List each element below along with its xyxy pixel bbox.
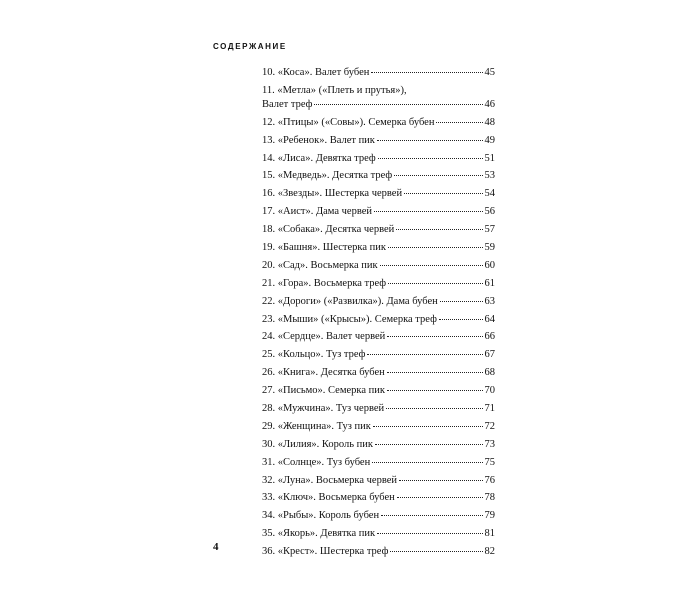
toc-entry-page: 53	[484, 170, 495, 182]
toc-entry-title: 24. «Сердце». Валет червей	[262, 331, 386, 343]
toc-entry	[262, 134, 495, 148]
toc-entry-page: 45	[484, 67, 495, 78]
table-of-contents	[262, 66, 495, 563]
toc-entry	[262, 169, 495, 183]
toc-entry-title: 28. «Мужчина». Туз червей	[262, 403, 385, 415]
dot-leader	[387, 336, 482, 337]
toc-entry	[262, 491, 495, 505]
toc-entry-page: 78	[484, 492, 495, 504]
toc-entry-page: 70	[484, 385, 495, 397]
dot-leader	[387, 390, 483, 391]
toc-entry-title: 32. «Луна». Восьмерка червей	[262, 474, 398, 486]
toc-entry-title: 29. «Женщина». Туз пик	[262, 420, 371, 432]
toc-entry-page: 61	[484, 277, 495, 289]
toc-entry-page: 75	[484, 456, 495, 468]
toc-entry-page: 64	[484, 313, 495, 325]
dot-leader	[388, 283, 482, 284]
dot-leader	[375, 444, 482, 445]
toc-entry-title: 20. «Сад». Восьмерка пик	[262, 259, 378, 271]
toc-entry-title: 17. «Аист». Дама червей	[262, 206, 372, 218]
toc-entry-title: 30. «Лилия». Король пик	[262, 438, 374, 450]
dot-leader	[374, 211, 483, 212]
dot-leader	[314, 104, 482, 105]
toc-entry	[262, 474, 495, 488]
toc-entry-title: 12. «Птицы» («Совы»). Семерка бубен	[262, 116, 435, 128]
toc-entry-page: 54	[484, 188, 495, 200]
toc-entry-page: 49	[484, 134, 495, 146]
toc-entry-title: 13. «Ребенок». Валет пик	[262, 134, 375, 146]
toc-entry	[262, 241, 495, 255]
dot-leader	[397, 497, 483, 498]
toc-entry-page: 48	[484, 116, 495, 128]
toc-entry-page: 51	[484, 152, 495, 164]
toc-entry-page: 73	[484, 438, 495, 450]
dot-leader	[387, 372, 483, 373]
dot-leader	[377, 533, 482, 534]
toc-entry-title: 11. «Метла» («Плеть и прутья»),	[262, 84, 407, 96]
dot-leader	[386, 408, 482, 409]
toc-entry	[262, 277, 495, 291]
toc-entry	[262, 420, 495, 434]
toc-entry	[262, 66, 495, 80]
toc-entry	[262, 295, 495, 309]
toc-entry-page: 66	[484, 331, 495, 343]
dot-leader	[372, 462, 482, 463]
toc-entry	[262, 438, 495, 452]
toc-entry-page: 79	[484, 510, 495, 522]
toc-entry	[262, 259, 495, 273]
dot-leader	[388, 247, 483, 248]
toc-entry-page: 63	[484, 295, 495, 307]
toc-entry-title: 34. «Рыбы». Король бубен	[262, 510, 380, 522]
toc-entry-page: 72	[484, 420, 495, 432]
toc-entry-page: 71	[484, 403, 495, 415]
toc-entry-title: 23. «Мыши» («Крысы»). Семерка треф	[262, 313, 437, 325]
toc-entry-title: 18. «Собака». Десятка червей	[262, 224, 395, 236]
toc-entry-page: 46	[484, 98, 495, 110]
toc-entry	[262, 313, 495, 327]
toc-entry-title: 26. «Книга». Десятка бубен	[262, 367, 385, 379]
dot-leader	[390, 551, 482, 552]
toc-entry-title: 35. «Якорь». Девятка пик	[262, 528, 376, 540]
toc-entry-title: 33. «Ключ». Восьмерка бубен	[262, 492, 395, 504]
dot-leader	[404, 193, 482, 194]
toc-entry	[262, 384, 495, 398]
dot-leader	[371, 72, 482, 73]
toc-entry	[262, 348, 495, 362]
dot-leader	[436, 122, 482, 123]
dot-leader	[373, 426, 483, 427]
dot-leader	[440, 301, 483, 302]
toc-entry-title: 19. «Башня». Шестерка пик	[262, 242, 386, 254]
page-number: 4	[213, 541, 219, 553]
toc-entry	[262, 527, 495, 541]
toc-entry	[262, 116, 495, 130]
toc-entry-title: 31. «Солнце». Туз бубен	[262, 456, 371, 468]
toc-entry-title-continued: Валет треф	[262, 98, 313, 110]
toc-entry	[262, 205, 495, 219]
toc-entry-page: 59	[484, 242, 495, 254]
dot-leader	[377, 140, 483, 141]
toc-entry-page: 68	[484, 367, 495, 379]
toc-entry-page: 76	[484, 474, 495, 486]
toc-entry-title: 36. «Крест». Шестерка треф	[262, 546, 389, 558]
toc-entry-page: 82	[484, 546, 495, 558]
toc-entry-page: 56	[484, 206, 495, 218]
toc-entry	[262, 187, 495, 201]
toc-entry	[262, 402, 495, 416]
toc-entry	[262, 330, 495, 344]
dot-leader	[396, 229, 482, 230]
toc-entry	[262, 509, 495, 523]
toc-entry-title: 25. «Кольцо». Туз треф	[262, 349, 366, 361]
dot-leader	[399, 480, 482, 481]
toc-entry-title: 27. «Письмо». Семерка пик	[262, 385, 385, 397]
toc-entry	[262, 545, 495, 559]
toc-entry-title: 14. «Лиса». Девятка треф	[262, 152, 376, 164]
toc-entry-title: 15. «Медведь». Десятка треф	[262, 170, 393, 182]
toc-entry	[262, 152, 495, 166]
toc-entry-title: 22. «Дороги» («Развилка»). Дама бубен	[262, 295, 438, 307]
toc-entry-title: 10. «Коса». Валет бубен	[262, 67, 370, 78]
toc-entry-page: 67	[484, 349, 495, 361]
dot-leader	[381, 515, 482, 516]
toc-entry	[262, 456, 495, 470]
toc-entry	[262, 366, 495, 380]
dot-leader	[380, 265, 483, 266]
dot-leader	[378, 158, 483, 159]
toc-entry-page: 57	[484, 224, 495, 236]
toc-entry-title: 16. «Звезды». Шестерка червей	[262, 188, 403, 200]
dot-leader	[394, 175, 482, 176]
toc-entry	[262, 223, 495, 237]
toc-entry	[262, 84, 495, 112]
dot-leader	[367, 354, 482, 355]
toc-entry-page: 60	[484, 259, 495, 271]
toc-entry-page: 81	[484, 528, 495, 540]
toc-entry-title: 21. «Гора». Восьмерка треф	[262, 277, 387, 289]
page-header: СОДЕРЖАНИЕ	[213, 42, 287, 51]
dot-leader	[439, 319, 483, 320]
